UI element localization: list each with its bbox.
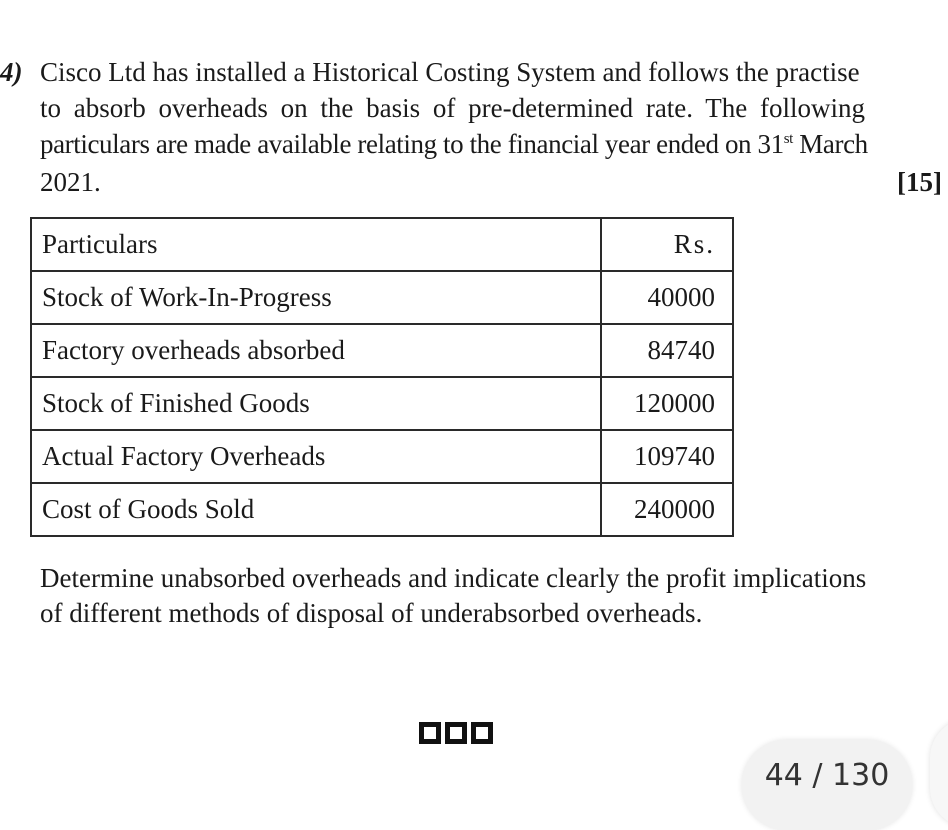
table-row (31, 324, 733, 377)
question-line-3-text: particulars are made available relating to the financial year ended on 31 (40, 129, 784, 159)
question-line-3 (40, 129, 868, 160)
header-particulars: Particulars (31, 218, 601, 271)
particulars-table (30, 217, 734, 537)
table-row (31, 483, 733, 536)
row-label: Stock of Finished Goods (31, 377, 601, 430)
row-label: Cost of Goods Sold (31, 483, 601, 536)
square-glyph (445, 722, 467, 744)
row-value: 120000 (601, 377, 733, 430)
table-row (31, 430, 733, 483)
question-line-3-tail: March (799, 129, 868, 159)
row-label: Factory overheads absorbed (31, 324, 601, 377)
row-label: Stock of Work-In-Progress (31, 271, 601, 324)
square-glyph (471, 722, 493, 744)
question-line-2: to absorb overheads on the basis of pre-determined rate. The following (40, 93, 866, 123)
table-row (31, 377, 733, 430)
question-number: 4) (0, 57, 23, 87)
row-value: 240000 (601, 483, 733, 536)
date-superscript: st (783, 131, 793, 147)
table-header-row (31, 218, 733, 271)
row-value: 84740 (601, 324, 733, 377)
marks-label: [15] (897, 167, 942, 197)
side-control-button[interactable] (930, 718, 948, 828)
page-indicator[interactable] (742, 740, 912, 830)
header-amount: Rs. (601, 218, 733, 271)
square-glyph (419, 722, 441, 744)
question-line-4: 2021. (40, 167, 101, 197)
instruction-line-1: Determine unabsorbed overheads and indicate clearly the profit implications (40, 563, 867, 593)
table-row (31, 271, 733, 324)
three-squares-icon (419, 722, 493, 744)
row-value: 40000 (601, 271, 733, 324)
instruction-line-2: of different methods of disposal of underabsorbed overheads. (40, 598, 703, 628)
row-value: 109740 (601, 430, 733, 483)
question-line-1: Cisco Ltd has installed a Historical Costing System and follows the practise (40, 57, 860, 87)
row-label: Actual Factory Overheads (31, 430, 601, 483)
page-indicator-label: 44 / 130 (764, 758, 890, 793)
